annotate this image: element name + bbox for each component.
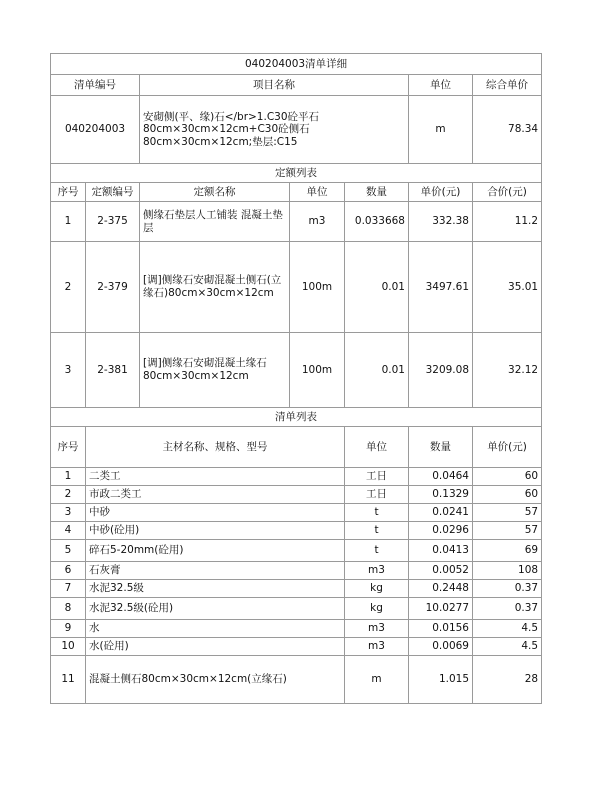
material-unit: kg xyxy=(345,579,409,597)
material-seq: 1 xyxy=(51,467,86,485)
material-price: 60 xyxy=(473,467,542,485)
material-row xyxy=(51,539,542,561)
quota-total: 32.12 xyxy=(473,333,542,408)
quota-price-header: 单价(元) xyxy=(409,183,473,202)
material-name: 碎石5-20mm(砼用) xyxy=(86,539,345,561)
bill-unit-price-header: 综合单价 xyxy=(473,75,542,96)
bill-unit: m xyxy=(409,96,473,164)
material-row xyxy=(51,521,542,539)
material-price-header: 单价(元) xyxy=(473,427,542,468)
quota-row xyxy=(51,202,542,242)
title-row xyxy=(51,54,542,75)
material-row xyxy=(51,637,542,655)
bill-detail-table xyxy=(50,53,542,704)
material-seq: 2 xyxy=(51,485,86,503)
material-name: 水(砼用) xyxy=(86,637,345,655)
material-price: 0.37 xyxy=(473,579,542,597)
material-price: 4.5 xyxy=(473,619,542,637)
material-price: 0.37 xyxy=(473,597,542,619)
material-unit: 工日 xyxy=(345,467,409,485)
quota-unit-header: 单位 xyxy=(290,183,345,202)
quota-total-header: 合价(元) xyxy=(473,183,542,202)
material-seq: 4 xyxy=(51,521,86,539)
material-qty: 0.0156 xyxy=(409,619,473,637)
quota-unit: m3 xyxy=(290,202,345,242)
quota-section-row xyxy=(51,164,542,183)
quota-qty: 0.01 xyxy=(345,242,409,333)
material-name: 石灰膏 xyxy=(86,561,345,579)
material-unit: t xyxy=(345,503,409,521)
bill-unit-header: 单位 xyxy=(409,75,473,96)
material-price: 57 xyxy=(473,503,542,521)
quota-seq-header: 序号 xyxy=(51,183,86,202)
material-seq: 6 xyxy=(51,561,86,579)
quota-seq: 3 xyxy=(51,333,86,408)
quota-price: 3497.61 xyxy=(409,242,473,333)
material-row xyxy=(51,579,542,597)
bill-name: 安砌侧(平、缘)石</br>1.C30砼平石80cm×30cm×12cm+C30砼侧石80cm×30cm×12cm;垫层:C15 xyxy=(140,96,409,164)
material-name: 二类工 xyxy=(86,467,345,485)
bill-header-row xyxy=(51,75,542,96)
material-qty: 10.0277 xyxy=(409,597,473,619)
quota-name: 侧缘石垫层人工铺装 混凝土垫层 xyxy=(140,202,290,242)
material-name: 水泥32.5级 xyxy=(86,579,345,597)
material-name: 水泥32.5级(砼用) xyxy=(86,597,345,619)
material-unit: 工日 xyxy=(345,485,409,503)
material-section-row xyxy=(51,408,542,427)
material-seq: 11 xyxy=(51,655,86,703)
quota-qty: 0.033668 xyxy=(345,202,409,242)
material-unit: m3 xyxy=(345,561,409,579)
material-rows xyxy=(51,467,542,703)
material-name: 中砂 xyxy=(86,503,345,521)
bill-unit-price: 78.34 xyxy=(473,96,542,164)
quota-total: 35.01 xyxy=(473,242,542,333)
material-section-title: 清单列表 xyxy=(51,408,542,427)
material-qty: 0.0413 xyxy=(409,539,473,561)
material-price: 108 xyxy=(473,561,542,579)
quota-section-title: 定额列表 xyxy=(51,164,542,183)
material-unit: t xyxy=(345,521,409,539)
quota-price: 3209.08 xyxy=(409,333,473,408)
quota-code: 2-379 xyxy=(86,242,140,333)
material-qty: 0.1329 xyxy=(409,485,473,503)
material-price: 69 xyxy=(473,539,542,561)
material-name: 中砂(砼用) xyxy=(86,521,345,539)
quota-seq: 2 xyxy=(51,242,86,333)
material-seq: 8 xyxy=(51,597,86,619)
material-row xyxy=(51,619,542,637)
quota-row xyxy=(51,333,542,408)
quota-code-header: 定额编号 xyxy=(86,183,140,202)
material-row xyxy=(51,467,542,485)
bill-name-header: 项目名称 xyxy=(140,75,409,96)
bill-row xyxy=(51,96,542,164)
material-price: 57 xyxy=(473,521,542,539)
quota-row xyxy=(51,242,542,333)
material-qty: 0.0464 xyxy=(409,467,473,485)
quota-unit: 100m xyxy=(290,333,345,408)
material-seq: 9 xyxy=(51,619,86,637)
material-unit: m3 xyxy=(345,637,409,655)
material-seq: 10 xyxy=(51,637,86,655)
quota-name-header: 定额名称 xyxy=(140,183,290,202)
material-seq: 7 xyxy=(51,579,86,597)
material-qty: 0.0052 xyxy=(409,561,473,579)
material-row xyxy=(51,485,542,503)
material-qty-header: 数量 xyxy=(409,427,473,468)
material-price: 60 xyxy=(473,485,542,503)
material-row xyxy=(51,597,542,619)
material-unit-header: 单位 xyxy=(345,427,409,468)
material-seq: 5 xyxy=(51,539,86,561)
bill-code-header: 清单编号 xyxy=(51,75,140,96)
quota-name: [调]侧缘石安砌混凝土侧石(立缘石)80cm×30cm×12cm xyxy=(140,242,290,333)
material-qty: 1.015 xyxy=(409,655,473,703)
material-unit: m xyxy=(345,655,409,703)
quota-price: 332.38 xyxy=(409,202,473,242)
quota-qty: 0.01 xyxy=(345,333,409,408)
quota-unit: 100m xyxy=(290,242,345,333)
quota-code: 2-381 xyxy=(86,333,140,408)
material-qty: 0.2448 xyxy=(409,579,473,597)
material-price: 28 xyxy=(473,655,542,703)
material-row xyxy=(51,655,542,703)
material-name: 水 xyxy=(86,619,345,637)
material-price: 4.5 xyxy=(473,637,542,655)
material-header-row xyxy=(51,427,542,468)
quota-total: 11.2 xyxy=(473,202,542,242)
material-qty: 0.0296 xyxy=(409,521,473,539)
bill-code: 040204003 xyxy=(51,96,140,164)
quota-seq: 1 xyxy=(51,202,86,242)
material-qty: 0.0069 xyxy=(409,637,473,655)
material-unit: m3 xyxy=(345,619,409,637)
material-row xyxy=(51,561,542,579)
material-qty: 0.0241 xyxy=(409,503,473,521)
material-unit: kg xyxy=(345,597,409,619)
material-seq-header: 序号 xyxy=(51,427,86,468)
material-unit: t xyxy=(345,539,409,561)
quota-code: 2-375 xyxy=(86,202,140,242)
quota-qty-header: 数量 xyxy=(345,183,409,202)
quota-header-row xyxy=(51,183,542,202)
material-seq: 3 xyxy=(51,503,86,521)
material-name-header: 主材名称、规格、型号 xyxy=(86,427,345,468)
quota-name: [调]侧缘石安砌混凝土缘石80cm×30cm×12cm xyxy=(140,333,290,408)
material-name: 混凝土侧石80cm×30cm×12cm(立缘石) xyxy=(86,655,345,703)
material-name: 市政二类工 xyxy=(86,485,345,503)
table-title: 040204003清单详细 xyxy=(51,54,542,75)
material-row xyxy=(51,503,542,521)
